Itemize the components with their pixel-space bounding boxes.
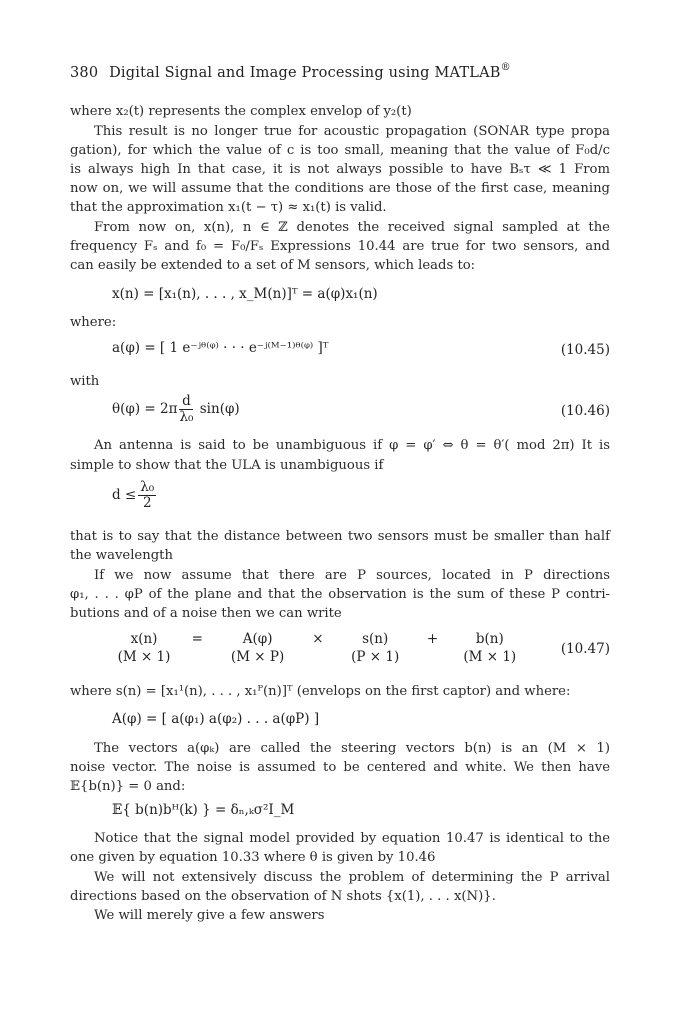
- fraction: [179, 394, 193, 425]
- text-line: simple to show that the ULA is unambiguous if: [70, 458, 384, 473]
- text-line: Notice that the signal model provided by equation 10.47 is identical to the: [94, 831, 610, 846]
- text-line: that is to say that the distance between two sensors must be smaller than half: [70, 529, 610, 544]
- eq-cell: A(φ): [242, 631, 273, 647]
- eq-cell: =: [191, 631, 203, 647]
- eq-cell: +: [426, 631, 439, 647]
- eq-row-top: [112, 631, 526, 647]
- text-line: We will merely give a few answers: [94, 908, 325, 923]
- eq-cell: (P × 1): [351, 649, 400, 665]
- text-line: An antenna is said to be unambiguous if φ = φ′ ⇔ θ = θ′( mod 2π) It is: [94, 438, 610, 453]
- text-line: that the approximation x₁(t − τ) ≈ x₁(t) is valid.: [70, 200, 387, 215]
- fraction-denominator: λ₀: [179, 409, 194, 425]
- eq-row-bottom: [112, 649, 526, 665]
- text-line: gation), for which the value of c is too small, meaning that the value of F₀d/c: [70, 143, 610, 158]
- fraction: [138, 480, 156, 511]
- text-line: φ₁, . . . φP of the plane and that the observation is the sum of these P contri-: [70, 587, 610, 602]
- equation-10-46: [112, 394, 240, 425]
- eq-cell: (M × 1): [117, 649, 171, 665]
- text-line: with: [70, 374, 100, 389]
- eq-rhs: sin(φ): [199, 401, 240, 417]
- eq-cell: (M × 1): [463, 649, 517, 665]
- text-line: This result is no longer true for acoustic propagation (SONAR type propa: [94, 124, 610, 139]
- eq-cell: b(n): [475, 631, 504, 647]
- registered-mark: ®: [500, 62, 511, 73]
- eq-cell: s(n): [362, 631, 389, 647]
- page-number: 380: [70, 65, 99, 81]
- equation-noise-covariance: 𝔼{ b(n)bᴴ(k) } = δₙ,ₖσ²I_M: [112, 802, 295, 818]
- fraction-numerator: λ₀: [140, 479, 155, 495]
- equation-number: (10.46): [560, 403, 610, 419]
- running-header: [70, 62, 511, 81]
- text-line: where x₂(t) represents the complex envelop of y₂(t): [70, 104, 412, 119]
- text-line: From now on, x(n), n ∈ ℤ denotes the received signal sampled at the: [94, 220, 610, 235]
- text-line: directions based on the observation of N shots {x(1), . . . x(N)}.: [70, 889, 496, 904]
- text-line: butions and of a noise then we can write: [70, 606, 342, 621]
- text-line: noise vector. The noise is assumed to be centered and white. We then have: [70, 760, 610, 775]
- text-line: where s(n) = [x₁¹(n), . . . , x₁ᴾ(n)]ᵀ (envelops on the first captor) and where:: [70, 684, 571, 699]
- equation-10-47: [112, 631, 526, 665]
- text-line: The vectors a(φₖ) are called the steering vectors b(n) is an (M × 1): [94, 741, 610, 756]
- fraction-numerator: d: [179, 394, 193, 410]
- equation-number: (10.47): [560, 641, 610, 657]
- text-line: now on, we will assume that the conditions are those of the first case, meaning: [70, 181, 610, 196]
- text-line: is always high In that case, it is not always possible to have Bₛτ ≪ 1 From: [70, 162, 610, 177]
- eq-cell: ×: [312, 631, 324, 647]
- text-line: the wavelength: [70, 548, 173, 563]
- eq-cell: x(n): [130, 631, 158, 647]
- text-line: frequency Fₛ and f₀ = F₀/Fₛ Expressions 10.44 are true for two sensors, and: [70, 239, 610, 254]
- equation-10-45: a(φ) = [ 1 e⁻ʲᶿ⁽ᵠ⁾ · · · e⁻ʲ⁽ᴹ⁻¹⁾ᶿ⁽ᵠ⁾ ]ᵀ: [112, 340, 329, 356]
- book-title: Digital Signal and Image Processing using MATLAB: [109, 65, 501, 81]
- text-line: 𝔼{b(n)} = 0 and:: [70, 779, 186, 794]
- equation-number: (10.45): [560, 342, 610, 358]
- text-line: where:: [70, 315, 117, 330]
- equation-steering-matrix: A(φ) = [ a(φ₁) a(φ₂) . . . a(φP) ]: [112, 711, 320, 727]
- text-line: We will not extensively discuss the problem of determining the P arrival: [94, 870, 610, 885]
- fraction-denominator: 2: [142, 495, 152, 511]
- eq-cell: (M × P): [230, 649, 285, 665]
- text-line: one given by equation 10.33 where θ is given by 10.46: [70, 850, 436, 865]
- text-line: If we now assume that there are P sources, located in P directions: [94, 568, 610, 583]
- equation-d-bound: [112, 480, 158, 511]
- equation-xn: x(n) = [x₁(n), . . . , x_M(n)]ᵀ = a(φ)x₁(n): [112, 286, 378, 302]
- eq-lhs: d ≤: [112, 487, 137, 503]
- eq-lhs: θ(φ) = 2π: [112, 401, 178, 417]
- text-line: can easily be extended to a set of M sensors, which leads to:: [70, 258, 476, 273]
